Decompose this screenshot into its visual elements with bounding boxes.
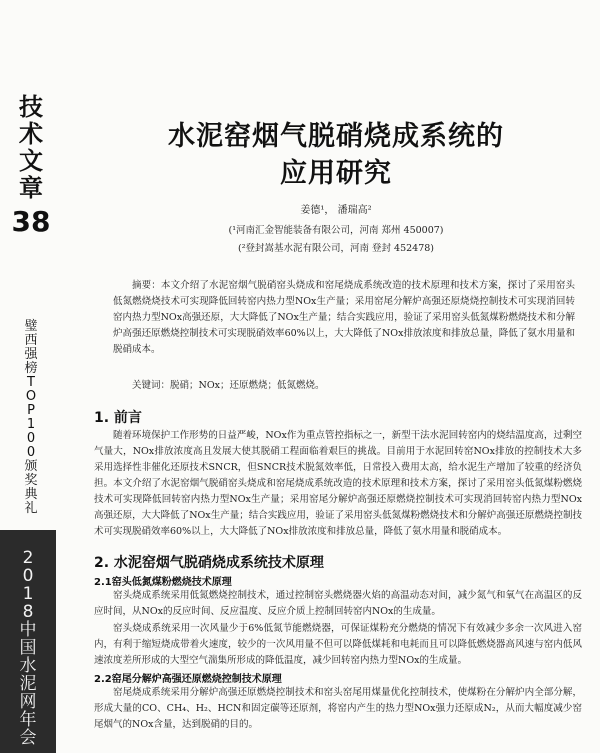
subsection-2-2-para: 窑尾烧成系统采用分解炉高强还原燃烧控制技术和窑头窑尾用煤量优化控制技术，使煤粉在分解炉内全部分解，形成大量的CO、CH₄、H₂、HCN和固定碳等还原剂，将窑内产生的热力型NOx强力还原成N₂，从而大幅度减少窑尾烟气的NOx含量，达到脱硝的目的。 xyxy=(94,687,582,730)
page-number: 38 xyxy=(11,205,51,238)
annual-meeting-label: 2 0 1 8 中 国 水 泥 网 年 会 xyxy=(19,548,37,748)
affiliation-2: (²登封嵩基水泥有限公司，河南 登封 452478) xyxy=(237,243,435,254)
affiliation-1: (¹河南汇金智能装备有限公司，河南 郑州 450007) xyxy=(228,225,444,236)
section-1-heading: 1. 前言 xyxy=(94,410,142,426)
subsection-2-1-heading: 2.1窑头低氮煤粉燃烧技术原理 xyxy=(94,577,232,588)
annual-meeting-band xyxy=(0,530,56,753)
journal-sidebar xyxy=(0,0,62,753)
section-2-heading: 2. 水泥窑烟气脱硝烧成系统技术原理 xyxy=(94,555,324,571)
authors: 姜德¹， 潘瑞高² xyxy=(300,205,372,216)
section-category-label: 技 术 文 章 xyxy=(19,93,43,202)
section-1-body: 随着环境保护工作形势的日益严峻，NOx作为重点管控指标之一，新型干法水泥回转窑内的烧结温度高，过剩空气量大，NOx排放浓度高且发展大使其脱硝工程面临着艰巨的挑战。目前用于水泥回转窑NOx排放的控制技术大多采用选择性非催化还原技术SNCR，但SNCR技术脱氮效率低，日常投入费用太高，给水泥生产增加了较重的经济负担。本文介绍了水泥窑烟气脱硝窑头烧成和窑尾烧成系统改造的技术原理和技术方案，探讨了采用窑头低氮煤粉燃烧技术可实现降低回转窑内热力型NOx生产量；采用窑尾分解炉高强还原燃烧控制技术可实现消回转窑内热力型NOx高强还原，大大降低了NOx生产量；结合实践应用，验证了采用窑头低氮煤粉燃烧技术和分解炉高强还原燃烧控制技术可实现脱硝效率60%以上，大大降低了NOx排放浓度和排放总量，降低了氨水用量和脱硝成本。 xyxy=(94,430,582,537)
keywords: 关键词：脱硝；NOx；还原燃烧；低氮燃烧。 xyxy=(132,380,325,391)
subsection-2-2-heading: 2.2窑尾分解炉高强还原燃烧控制技术原理 xyxy=(94,674,282,685)
event-slogan: 璧 西 强 榜 T O P 1 0 0 颁 奖 典 礼 xyxy=(24,319,38,516)
abstract: 摘要：本文介绍了水泥窑烟气脱硝窑头烧成和窑尾烧成系统改造的技术原理和技术方案，探讨了采用窑头低氮燃烧烧技术可实现降低回转窑内热力型NOx生产量；采用窑尾分解炉高强还原烧烧控制技术可实现消回转窑内热力型NOx高强还原，大大降低了NOx生产量；结合实践应用，验证了采用窑头低氮煤粉燃烧技术和分解炉高强还原燃烧控制技术可实现脱硝效率60%以上，大大降低了NOx排放浓度和排放总量，降低了氨水用量和脱硝成本。 xyxy=(113,280,575,355)
subsection-2-1-para-1: 窑头烧成系统采用低氮燃烧控制技术，通过控制窑头燃烧器火焰的高温动态对间，减少氮气和氧气在高温区的反应时间，从NOx的反应时间、反应温度、反应介质上控制回转窑内NOx的生成量。 xyxy=(94,590,582,617)
subsection-2-1-para-2: 窑头烧成系统采用一次风量少于6%低氮节能燃烧器，可保证煤粉充分燃烧的情况下有效减少多余一次风进入窑内，有利于缩短烧成带着火速度，较少的一次风用量不但可以降低煤耗和电耗而且可以降低燃烧器高风速与窑内低风速浓度差所形成的大型空气湍集所形成的降低温度，减少回转窑内热力型NOx的生成量。 xyxy=(94,623,582,666)
article-title: 水泥窑烟气脱硝烧成系统的 应用研究 xyxy=(168,121,504,189)
